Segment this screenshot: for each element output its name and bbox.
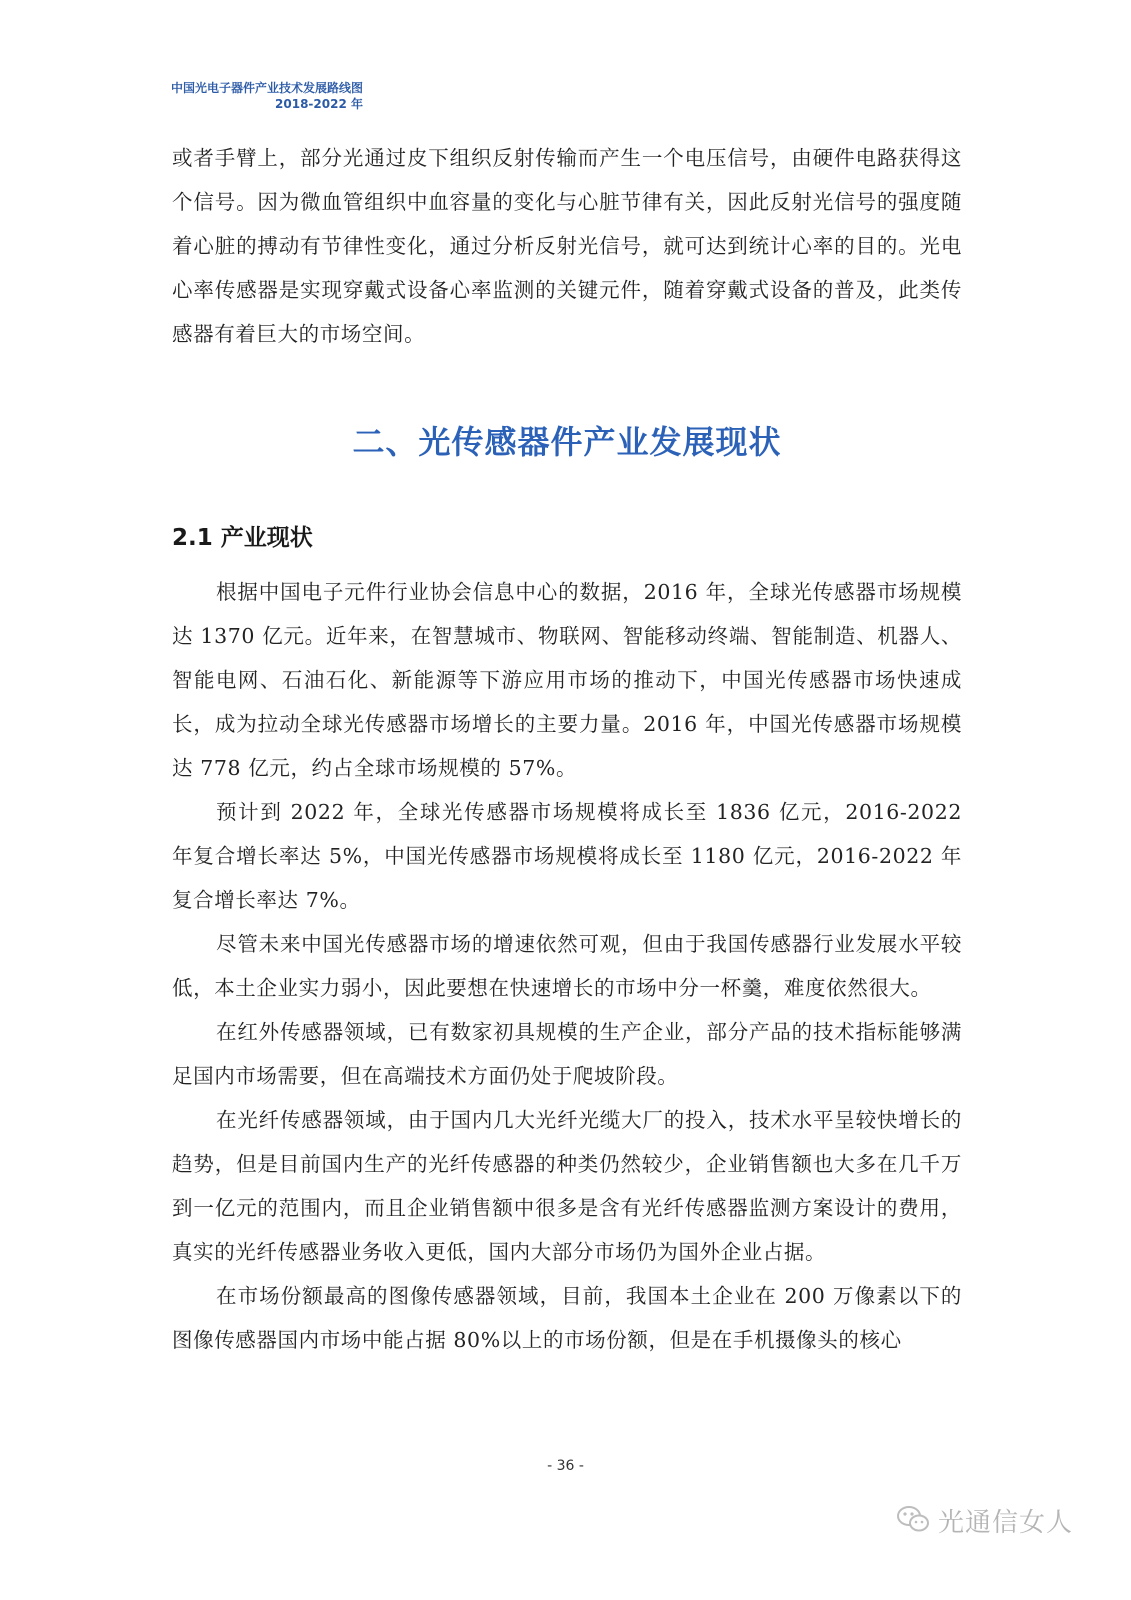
paragraph-forecast: 预计到 2022 年，全球光传感器市场规模将成长至 1836 亿元，2016-2022 年复合增长率达 5%，中国光传感器市场规模将成长至 1180 亿元，2016-2022 年复合增长率达 7%。: [172, 800, 962, 912]
paragraph-image-sensor: 在市场份额最高的图像传感器领域，目前，我国本土企业在 200 万像素以下的图像传感器国内市场中能占据 80%以上的市场份额，但是在手机摄像头的核心: [172, 1284, 962, 1352]
watermark: [896, 1502, 1073, 1539]
paragraph-fiber: 在光纤传感器领域，由于国内几大光纤光缆大厂的投入，技术水平呈较快增长的趋势，但是目前国内生产的光纤传感器的种类仍然较少，企业销售额也大多在几千万到一亿元的范围内，而且企业销售额中很多是含有光纤传感器监测方案设计的费用，真实的光纤传感器业务收入更低，国内大部分市场仍为国外企业占据。: [172, 1108, 962, 1264]
header-years: 2018-2022 年: [275, 97, 363, 111]
intro-paragraph: 或者手臂上，部分光通过皮下组织反射传输而产生一个电压信号，由硬件电路获得这个信号。因为微血管组织中血容量的变化与心脏节律有关，因此反射光信号的强度随着心脏的搏动有节律性变化，通过分析反射光信号，就可达到统计心率的目的。光电心率传感器是实现穿戴式设备心率监测的关键元件，随着穿戴式设备的普及，此类传感器有着巨大的市场空间。: [172, 146, 962, 346]
chapter-title: 二、光传感器件产业发展现状: [352, 423, 782, 461]
page-number: - 36 -: [547, 1458, 584, 1474]
section-title: 2.1 产业现状: [172, 525, 313, 551]
watermark-text: 光通信女人: [937, 1508, 1073, 1538]
header-title: 中国光电子器件产业技术发展路线图: [171, 81, 364, 95]
running-header: [171, 80, 371, 112]
page-content: [172, 136, 962, 1362]
paragraph-market-size: 根据中国电子元件行业协会信息中心的数据，2016 年，全球光传感器市场规模达 1370 亿元。近年来，在智慧城市、物联网、智能移动终端、智能制造、机器人、智能电网、石油石化、新能源等下游应用市场的推动下，中国光传感器市场快速成长，成为拉动全球光传感器市场增长的主要力量。2016 年，中国光传感器市场规模达 778 亿元，约占全球市场规模的 57%。: [172, 580, 962, 780]
paragraph-challenges: 尽管未来中国光传感器市场的增速依然可观，但由于我国传感器行业发展水平较低，本土企业实力弱小，因此要想在快速增长的市场中分一杯羹，难度依然很大。: [172, 932, 962, 1000]
wechat-icon: [896, 1504, 930, 1538]
paragraph-infrared: 在红外传感器领域，已有数家初具规模的生产企业，部分产品的技术指标能够满足国内市场需要，但在高端技术方面仍处于爬坡阶段。: [172, 1020, 962, 1088]
